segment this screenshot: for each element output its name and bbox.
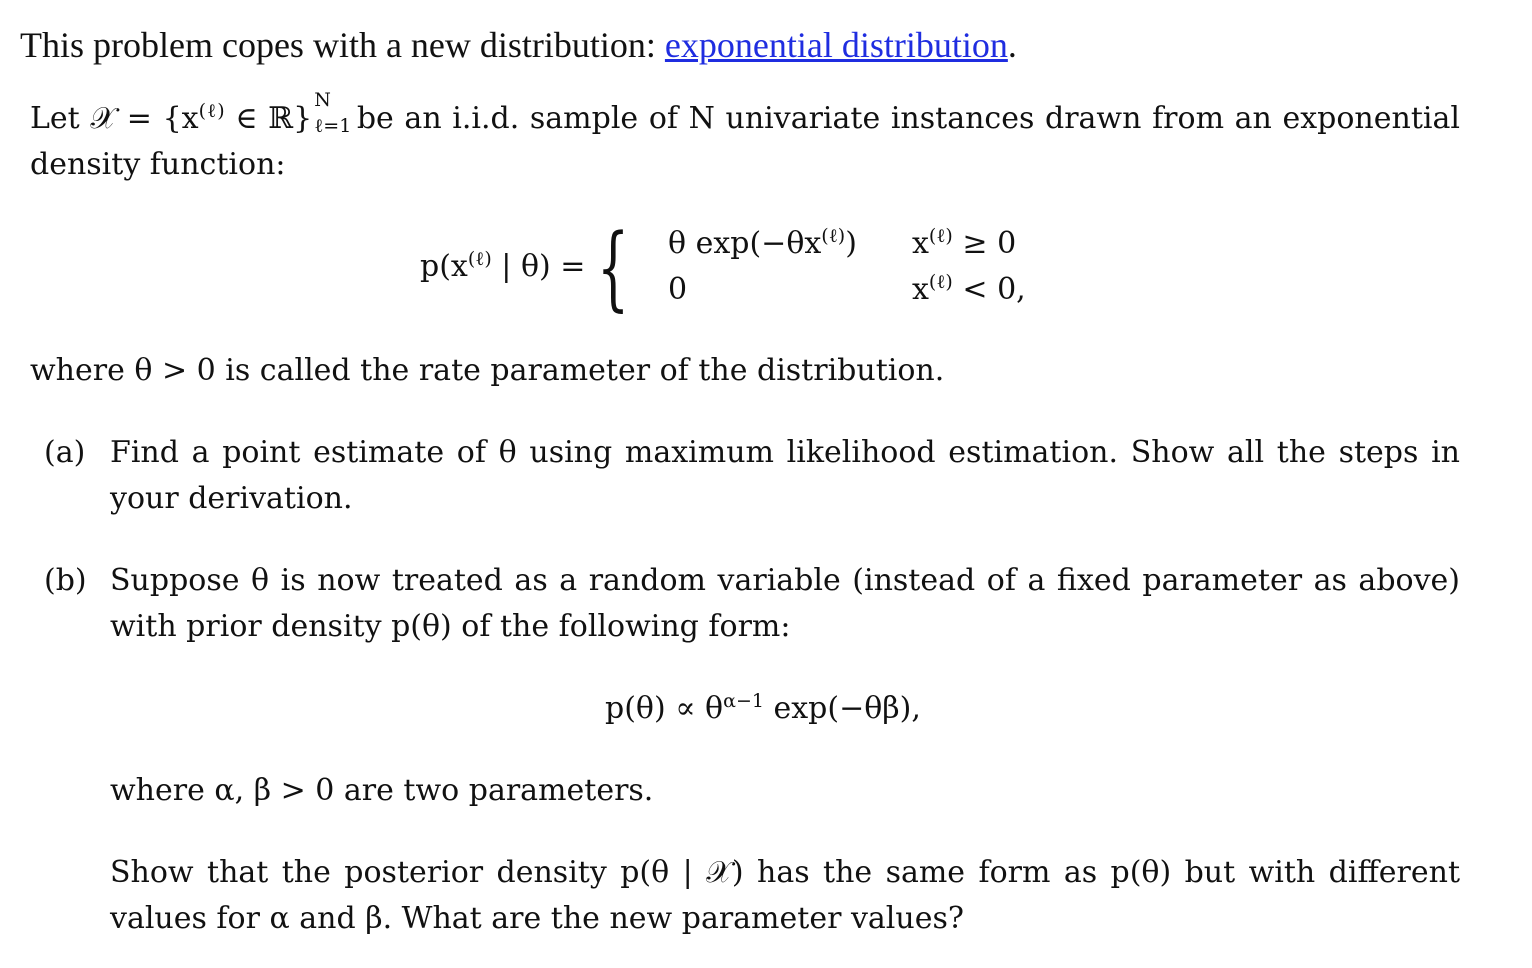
part-a-text: Find a point estimate of θ using maximum likelihood estimation. Show all the steps in your derivation. [110, 435, 1460, 516]
case1-value-start: θ exp(−θx [668, 226, 822, 261]
density-case-positive-condition [912, 224, 1016, 264]
case1-condition-start: x [912, 226, 929, 261]
part-a [44, 430, 1460, 522]
case1-condition-superscript: (ℓ) [928, 225, 953, 247]
part-b-label: (b) [44, 563, 87, 598]
prior-equation-right: exp(−θβ), [763, 691, 921, 726]
cases-brace: { [597, 214, 630, 321]
part-b [44, 558, 1460, 650]
case2-value: 0 [668, 272, 688, 307]
sample-paragraph [30, 89, 1460, 188]
case1-value-superscript: (ℓ) [821, 225, 846, 247]
prior-equation-superscript: α−1 [723, 690, 764, 712]
density-lhs [420, 244, 585, 290]
case2-condition-superscript: (ℓ) [928, 271, 953, 293]
sample-set-start: Let 𝒳 = {x [30, 101, 199, 136]
density-lhs-superscript: (ℓ) [467, 248, 492, 270]
prior-equation [605, 686, 921, 732]
part-b-text: Suppose θ is now treated as a random variable (instead of a fixed parameter as above) with prior density p(θ) of the following form: [110, 563, 1460, 644]
case2-condition-end: < 0, [952, 272, 1026, 307]
intro-text: This problem copes with a new distribution: [20, 25, 665, 65]
density-lhs-end: | θ) = [491, 249, 586, 284]
posterior-paragraph: Show that the posterior density p(θ | 𝒳) has the same form as p(θ) but with different values for α and β. What are the new parameter values? [110, 855, 1460, 936]
case1-condition-end: ≥ 0 [952, 226, 1017, 261]
density-lhs-start: p(x [420, 249, 468, 284]
part-a-label: (a) [44, 435, 86, 470]
case1-value-end: ) [845, 226, 857, 261]
sample-set-limits: N ℓ=1 [314, 89, 352, 137]
density-case-negative-value [668, 270, 687, 310]
prior-equation-left: p(θ) ∝ θ [605, 691, 724, 726]
rate-paragraph: where θ > 0 is called the rate parameter of the distribution. [30, 353, 945, 388]
sample-description: be an i.i.d. sample of N univariate instances drawn from an exponential density function: [30, 101, 1460, 182]
sample-set-superscript: (ℓ) [198, 100, 225, 122]
density-case-positive-value [668, 224, 857, 264]
params-paragraph: where α, β > 0 are two parameters. [110, 773, 654, 808]
case2-condition-start: x [912, 272, 929, 307]
intro-period: . [1007, 25, 1017, 65]
intro-line [20, 22, 1017, 68]
exponential-distribution-link[interactable]: exponential distribution [664, 25, 1008, 65]
density-case-negative-condition [912, 270, 1026, 310]
sample-set-middle: ∈ ℝ} [224, 101, 313, 136]
